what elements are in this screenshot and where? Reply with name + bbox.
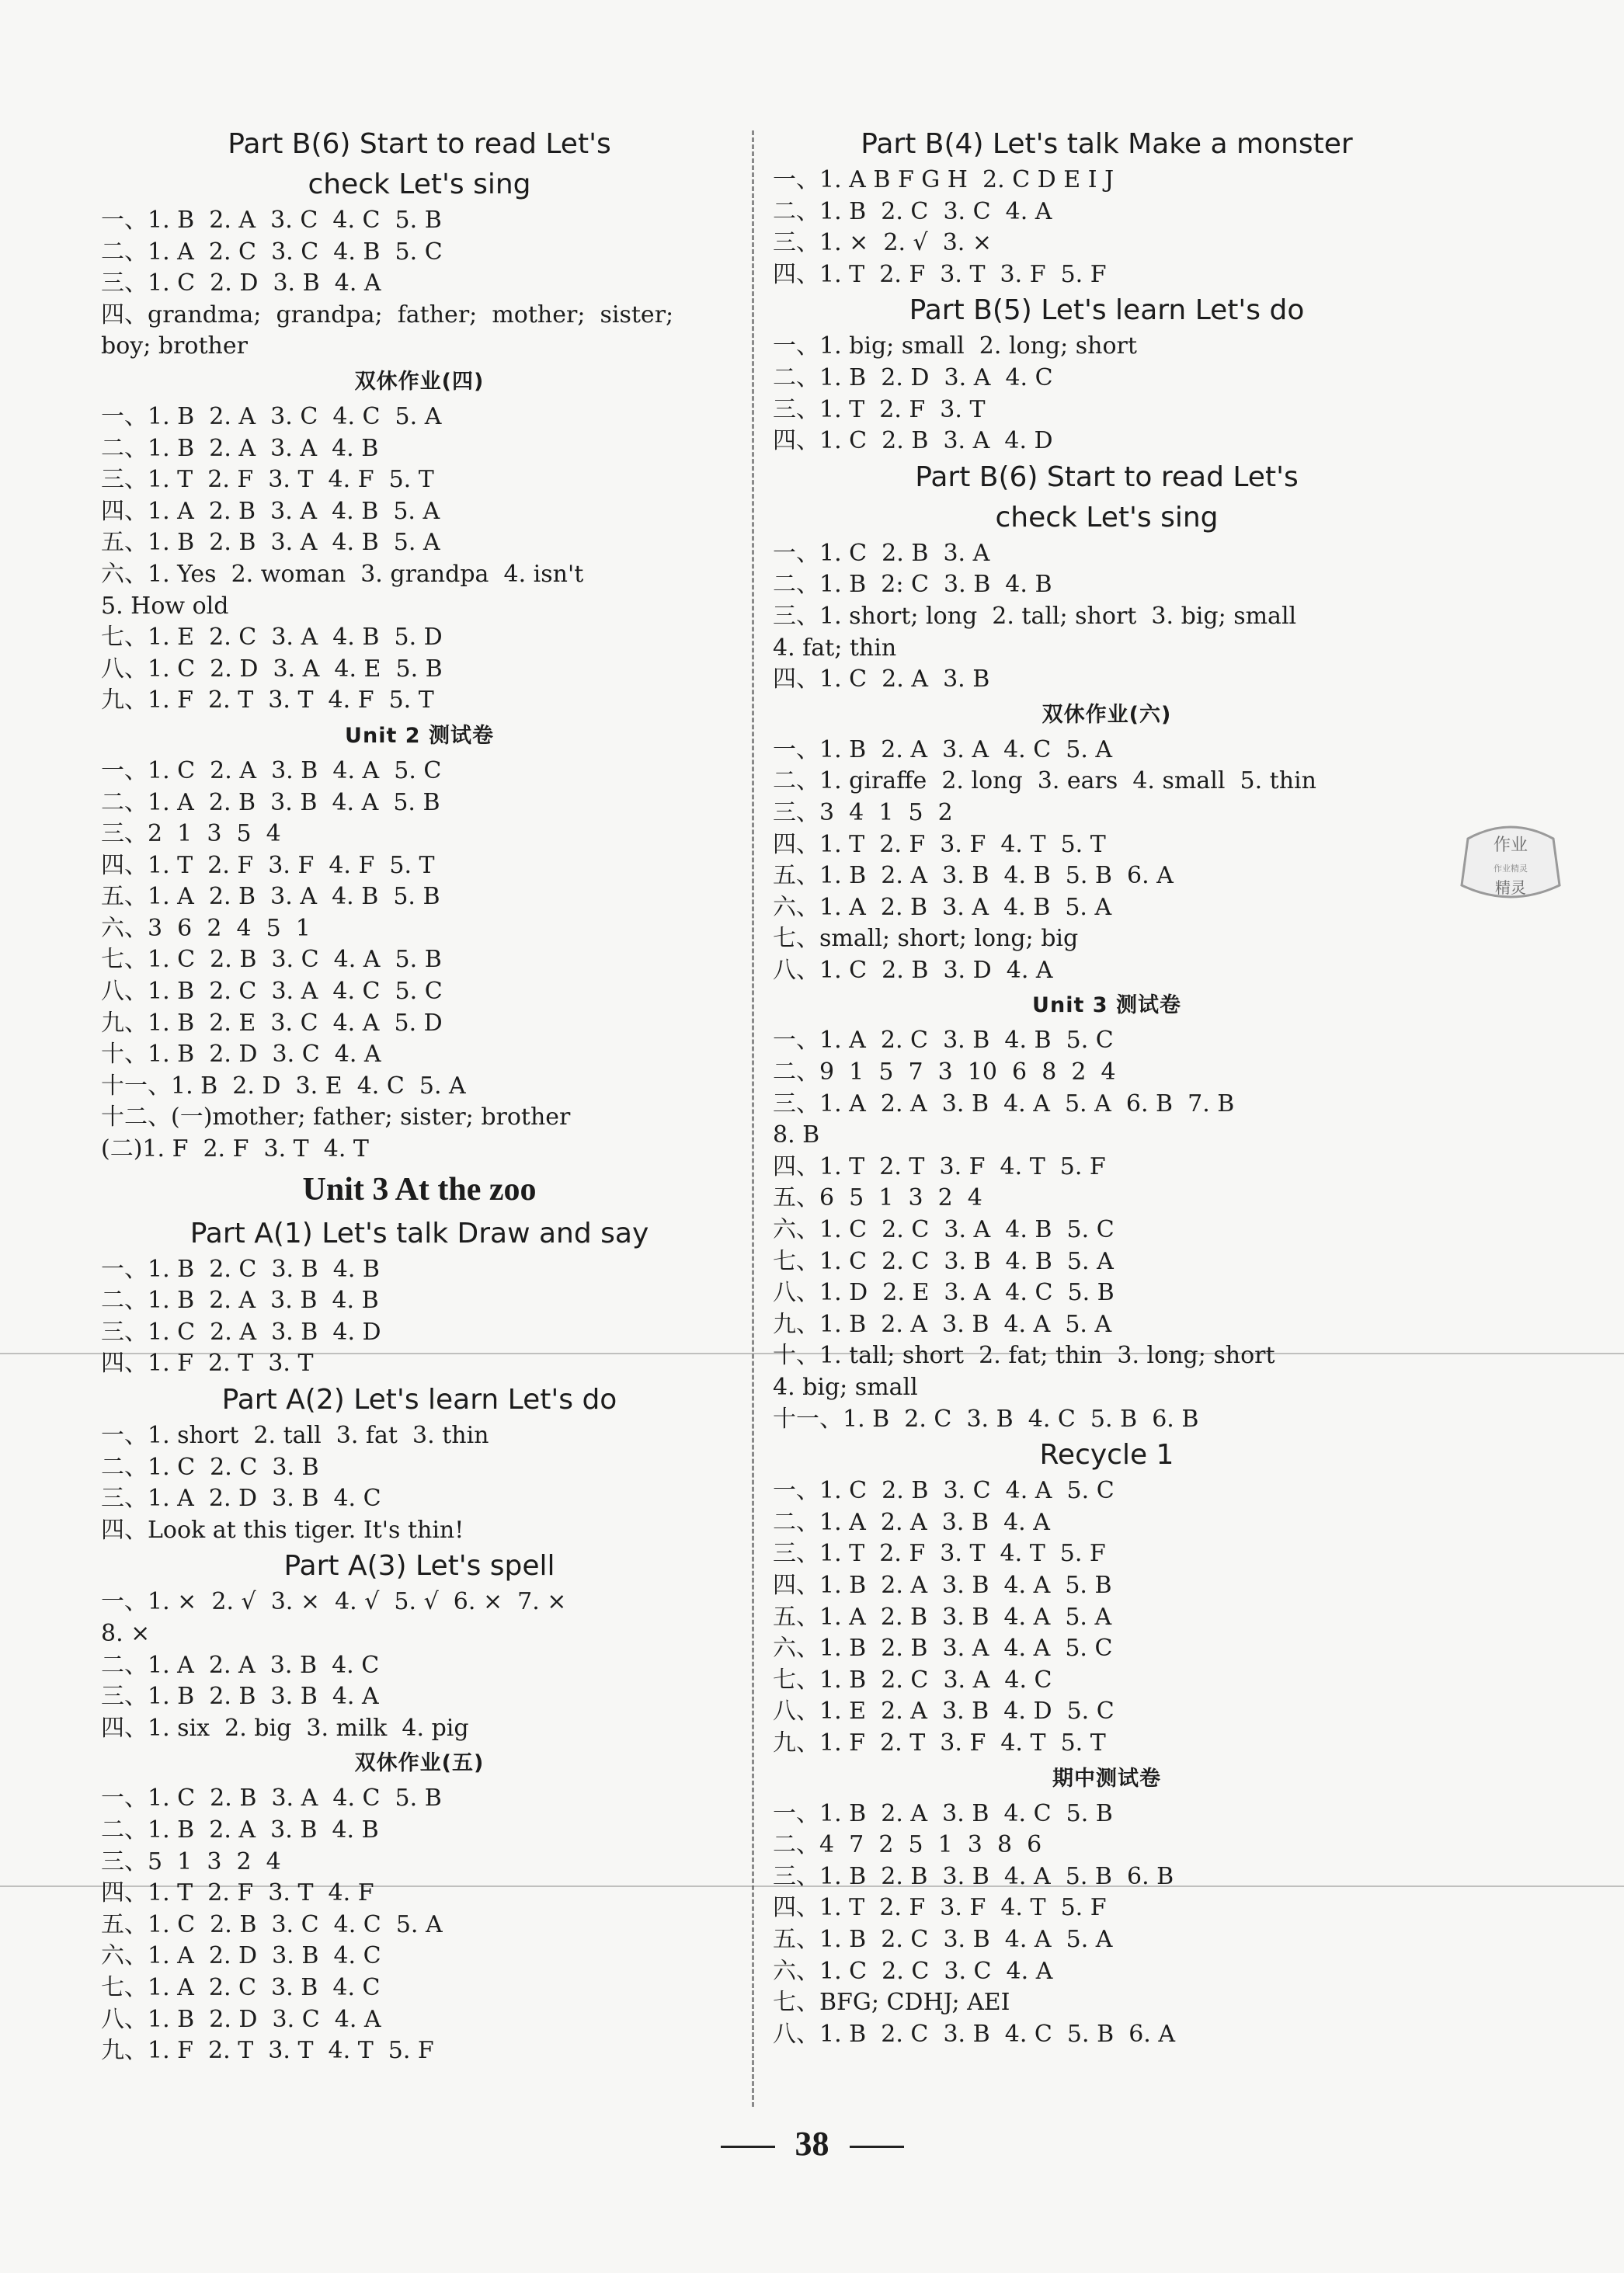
answer-line: 三、5 1 3 2 4 [101,1847,281,1875]
answer-line: 八、1. E 2. A 3. B 4. D 5. C [773,1698,1115,1726]
answer-line: 八、1. C 2. B 3. D 4. A [773,956,1053,984]
answer-line: 五、1. A 2. B 3. A 4. B 5. B [101,883,440,911]
answer-line: 二、4 7 2 5 1 3 8 6 [773,1831,1042,1859]
answer-line: 八、1. D 2. E 3. A 4. C 5. B [773,1279,1115,1307]
answer-line: 二、1. C 2. C 3. B [101,1453,319,1481]
answer-line: 二、1. A 2. C 3. C 4. B 5. C [101,238,443,266]
footer-dash-right [850,2146,904,2148]
footer-dash-left [721,2146,775,2148]
answer-line: 七、1. B 2. C 3. A 4. C [773,1666,1052,1694]
answer-line: 四、1. F 2. T 3. T [101,1350,314,1378]
answer-line: 二、1. B 2. C 3. C 4. A [773,197,1052,225]
answer-line: 四、1. B 2. A 3. B 4. A 5. B [773,1571,1112,1599]
answer-line: 七、1. A 2. C 3. B 4. C [101,1973,381,2001]
answer-line: (二)1. F 2. F 3. T 4. T [101,1135,369,1163]
answer-line: 4. fat; thin [773,634,897,662]
answer-line: 一、1. B 2. C 3. B 4. B [101,1255,380,1283]
answer-line: 二、1. B 2: C 3. B 4. B [773,571,1052,599]
answer-line: 六、3 6 2 4 5 1 [101,914,311,942]
answer-line: 8. × [101,1619,151,1647]
svg-text:作业精灵: 作业精灵 [1494,864,1528,874]
answer-line: 4. big; small [773,1374,918,1401]
answer-line: 一、1. C 2. B 3. C 4. A 5. C [773,1477,1115,1505]
sub-heading: Unit 2 测试卷 [345,723,494,748]
answer-line: 二、1. B 2. A 3. B 4. B [101,1816,379,1844]
right-answer-column [773,124,1441,2050]
answer-line: 三、3 4 1 5 2 [773,798,953,826]
sub-heading: 双休作业(五) [354,1751,485,1776]
answer-line: 三、1. C 2. D 3. B 4. A [101,269,381,297]
answer-line: 一、1. B 2. A 3. A 4. C 5. A [773,735,1113,763]
sub-heading: 期中测试卷 [1052,1766,1161,1791]
answer-line: 九、1. F 2. T 3. F 4. T 5. T [773,1729,1106,1757]
answer-line: 三、1. B 2. B 3. B 4. A 5. B 6. B [773,1862,1174,1890]
answer-line: 五、1. A 2. B 3. B 4. A 5. A [773,1603,1112,1631]
answer-line: 六、1. C 2. C 3. A 4. B 5. C [773,1216,1115,1244]
answer-line: 四、1. T 2. F 3. T 3. F 5. F [773,260,1107,288]
section-heading: Part A(2) Let's learn Let's do [221,1384,617,1416]
answer-line: 二、1. B 2. D 3. A 4. C [773,363,1053,391]
left-answer-column [101,124,738,2067]
answer-line: 十、1. tall; short 2. fat; thin 3. long; short [773,1342,1275,1370]
answer-line: 四、Look at this tiger. It's thin! [101,1516,464,1544]
answer-line: 十二、(一)mother; father; sister; brother [101,1103,571,1131]
section-heading: check Let's sing [995,501,1219,533]
sub-heading: 双休作业(六) [1042,702,1172,727]
answer-line: 八、1. B 2. C 3. A 4. C 5. C [101,978,443,1006]
answer-line: 三、1. B 2. B 3. B 4. A [101,1683,379,1711]
section-heading: Part B(6) Start to read Let's [228,128,611,160]
answer-line: 三、1. C 2. A 3. B 4. D [101,1318,381,1346]
answer-line: 四、1. T 2. F 3. T 4. F [101,1879,374,1907]
answer-line: 四、1. T 2. F 3. F 4. F 5. T [101,851,435,879]
answer-line: 七、1. E 2. C 3. A 4. B 5. D [101,624,443,652]
svg-text:精灵: 精灵 [1495,878,1526,897]
answer-line: 二、1. B 2. A 3. A 4. B [101,434,379,462]
sub-heading: 双休作业(四) [354,369,485,394]
page-number-footer [0,2124,1624,2164]
answer-line: 5. How old [101,592,229,620]
answer-line: 三、1. T 2. F 3. T 4. T 5. F [773,1540,1106,1568]
answer-line: 五、6 5 1 3 2 4 [773,1184,982,1212]
answer-line: 三、1. A 2. A 3. B 4. A 5. A 6. B 7. B [773,1090,1235,1117]
answer-line: 二、1. B 2. A 3. B 4. B [101,1287,379,1315]
answer-line: 六、1. A 2. D 3. B 4. C [101,1942,381,1970]
answer-line: 九、1. F 2. T 3. T 4. F 5. T [101,686,434,714]
answer-line: 五、1. B 2. C 3. B 4. A 5. A [773,1925,1113,1953]
answer-line: 二、1. A 2. A 3. B 4. A [773,1508,1050,1536]
answer-line: 三、1. short; long 2. tall; short 3. big; small [773,602,1297,630]
answer-line: 五、1. B 2. A 3. B 4. B 5. B 6. A [773,862,1174,890]
answer-line: 四、1. A 2. B 3. A 4. B 5. A [101,497,440,525]
answer-line: 十、1. B 2. D 3. C 4. A [101,1041,381,1069]
answer-line: 九、1. B 2. A 3. B 4. A 5. A [773,1310,1112,1338]
section-heading: Part B(4) Let's talk Make a monster [861,128,1353,160]
answer-line: 六、1. C 2. C 3. C 4. A [773,1957,1053,1985]
answer-line: boy; brother [101,332,248,360]
answer-line: 八、1. B 2. D 3. C 4. A [101,2005,381,2033]
answer-line: 八、1. B 2. C 3. B 4. C 5. B 6. A [773,2020,1176,2048]
answer-line: 二、1. A 2. A 3. B 4. C [101,1651,380,1679]
answer-line: 六、1. A 2. B 3. A 4. B 5. A [773,893,1112,921]
answer-line: 二、1. giraffe 2. long 3. ears 4. small 5. thin [773,767,1316,795]
answer-line: 一、1. B 2. A 3. B 4. C 5. B [773,1799,1113,1827]
answer-line: 四、1. six 2. big 3. milk 4. pig [101,1714,469,1742]
answer-line: 七、small; short; long; big [773,925,1079,953]
answer-line: 四、1. C 2. A 3. B [773,666,990,693]
zuoye-jingling-stamp-icon [1452,808,1569,924]
answer-line: 二、9 1 5 7 3 10 6 8 2 4 [773,1058,1116,1086]
answer-line: 一、1. C 2. B 3. A [773,539,990,567]
answer-line: 8. B [773,1121,820,1149]
answer-line: 三、1. × 2. √ 3. × [773,229,993,257]
answer-line: 八、1. C 2. D 3. A 4. E 5. B [101,655,443,683]
answer-line: 一、1. A 2. C 3. B 4. B 5. C [773,1027,1114,1055]
unit-title: Unit 3 At the zoo [302,1171,537,1208]
answer-line: 一、1. × 2. √ 3. × 4. √ 5. √ 6. × 7. × [101,1588,567,1616]
sub-heading: Unit 3 测试卷 [1032,993,1181,1018]
answer-line: 六、1. B 2. B 3. A 4. A 5. C [773,1635,1113,1663]
svg-text:作业: 作业 [1493,836,1528,855]
answer-line: 四、1. T 2. T 3. F 4. T 5. F [773,1152,1106,1180]
section-heading: Part A(3) Let's spell [283,1550,555,1583]
answer-line: 三、1. T 2. F 3. T [773,395,986,423]
section-heading: check Let's sing [308,169,531,200]
answer-line: 四、grandma; grandpa; father; mother; sister; [101,301,674,328]
answer-line: 四、1. T 2. F 3. F 4. T 5. F [773,1894,1107,1922]
section-heading: Part A(1) Let's talk Draw and say [190,1217,649,1249]
answer-line: 九、1. F 2. T 3. T 4. T 5. F [101,2037,434,2065]
answer-line: 五、1. B 2. B 3. A 4. B 5. A [101,529,440,557]
answer-line: 一、1. C 2. A 3. B 4. A 5. C [101,756,442,784]
section-heading: Part B(6) Start to read Let's [915,461,1299,493]
answer-line: 一、1. C 2. B 3. A 4. C 5. B [101,1785,442,1812]
answer-line: 一、1. big; small 2. long; short [773,332,1137,360]
column-divider [752,130,754,2107]
answer-line: 四、1. T 2. F 3. F 4. T 5. T [773,830,1106,858]
answer-line: 七、BFG; CDHJ; AEI [773,1989,1010,2017]
answer-line: 七、1. C 2. C 3. B 4. B 5. A [773,1247,1114,1275]
answer-line: 六、1. Yes 2. woman 3. grandpa 4. isn't [101,560,584,588]
answer-line: 十一、1. B 2. D 3. E 4. C 5. A [101,1072,466,1100]
section-heading: Part B(5) Let's learn Let's do [909,294,1305,327]
answer-line: 五、1. C 2. B 3. C 4. C 5. A [101,1910,443,1938]
answer-line: 四、1. C 2. B 3. A 4. D [773,427,1053,455]
section-heading: Recycle 1 [1039,1439,1174,1472]
answer-line: 三、1. A 2. D 3. B 4. C [101,1485,381,1513]
answer-line: 一、1. B 2. A 3. C 4. C 5. A [101,402,442,430]
answer-line: 三、2 1 3 5 4 [101,820,281,848]
answer-line: 二、1. A 2. B 3. B 4. A 5. B [101,788,440,816]
answer-line: 三、1. T 2. F 3. T 4. F 5. T [101,466,434,494]
answer-line: 一、1. B 2. A 3. C 4. C 5. B [101,207,442,234]
answer-line: 九、1. B 2. E 3. C 4. A 5. D [101,1009,443,1037]
answer-line: 一、1. short 2. tall 3. fat 3. thin [101,1422,489,1449]
page-number: 38 [795,2125,829,2163]
answer-line: 一、1. A B F G H 2. C D E I J [773,166,1115,193]
answer-line: 七、1. C 2. B 3. C 4. A 5. B [101,946,442,974]
answer-line: 十一、1. B 2. C 3. B 4. C 5. B 6. B [773,1405,1199,1433]
